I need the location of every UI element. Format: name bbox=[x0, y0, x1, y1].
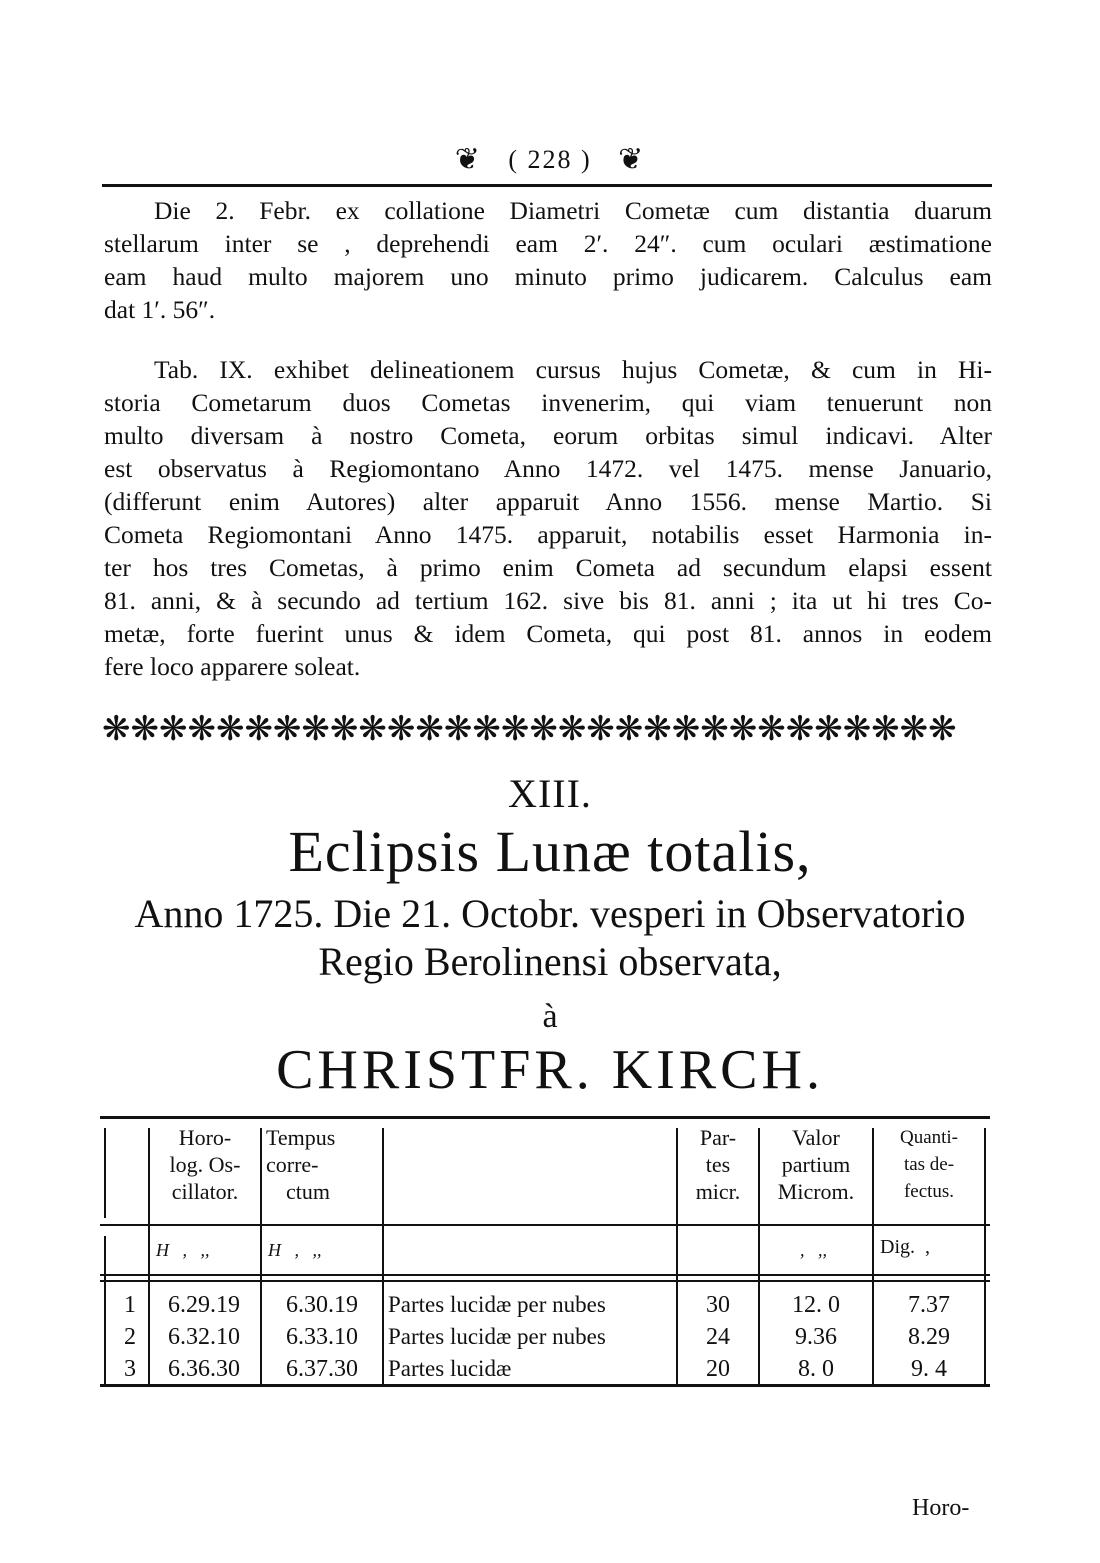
unit-valor: , ,, bbox=[800, 1240, 827, 1260]
cell-description: Partes lucidæ per nubes bbox=[388, 1292, 606, 1317]
row-number: 2 bbox=[124, 1324, 136, 1350]
cell-valor: 8. 0 bbox=[798, 1356, 834, 1382]
header-text: tes bbox=[705, 1152, 731, 1177]
text-line: storia Cometarum duos Cometas invenerim, qui viam tenuerunt non bbox=[104, 388, 992, 417]
table-vline bbox=[676, 1128, 678, 1384]
cell-valor: 9.36 bbox=[795, 1324, 837, 1350]
table-vline bbox=[758, 1128, 760, 1384]
cell-quantitas: 9. 4 bbox=[911, 1356, 947, 1382]
table-vline bbox=[260, 1128, 262, 1384]
table-vline bbox=[104, 1128, 106, 1218]
header-text: Quanti- bbox=[899, 1127, 959, 1148]
fleuron-right-icon: ❦ bbox=[618, 143, 646, 176]
header-text: Horo- bbox=[178, 1125, 232, 1150]
text-line: ter hos tres Cometas, à primo enim Cometa ad secundum elapsi essent bbox=[104, 553, 992, 582]
text-line: Die 2. Febr. ex collatione Diametri Cometæ cum distantia duarum bbox=[154, 196, 992, 225]
unit-quantitas: Dig. , bbox=[880, 1236, 930, 1258]
ornament-band-icon: ❋❋❋❋❋❋❋❋❋❋❋❋❋❋❋❋❋❋❋❋❋❋❋❋❋❋❋❋❋❋ bbox=[102, 711, 957, 748]
page-number: ( 228 ) bbox=[508, 144, 592, 174]
cell-description: Partes lucidæ bbox=[388, 1356, 512, 1381]
table-vline bbox=[104, 1236, 106, 1384]
cell-valor: 12. 0 bbox=[792, 1292, 840, 1318]
section-title: Eclipsis Lunæ totalis, bbox=[288, 819, 812, 884]
text-line: Cometa Regiomontani Anno 1475. apparuit, notabilis esset Harmonia in- bbox=[104, 520, 992, 549]
header-text: Tempus bbox=[266, 1125, 336, 1150]
author-name: CHRISTFR. KIRCH. bbox=[276, 1039, 824, 1101]
header-text: log. Os- bbox=[169, 1152, 241, 1177]
cell-partes: 24 bbox=[706, 1324, 730, 1350]
paragraph-2 bbox=[104, 353, 992, 683]
text-line: (differunt enim Autores) alter apparuit Anno 1556. mense Martio. Si bbox=[104, 487, 992, 516]
cell-tempus: 6.33.10 bbox=[286, 1324, 358, 1350]
header-valor bbox=[762, 1124, 870, 1205]
text-line: Tab. IX. exhibet delineationem cursus hujus Cometæ, & cum in Hi- bbox=[154, 355, 992, 384]
text-line: metæ, forte fuerint unus & idem Cometa, qui post 81. annos in eodem bbox=[104, 619, 992, 648]
row-number: 3 bbox=[124, 1356, 136, 1382]
author-preposition: à bbox=[542, 998, 558, 1035]
section-subtitle-line-1: Anno 1725. Die 21. Octobr. vesperi in Observatorio bbox=[134, 891, 966, 936]
unit-horolog: H , ,, bbox=[156, 1240, 210, 1260]
table-rule-top bbox=[100, 1116, 990, 1119]
table-rule-header bbox=[100, 1224, 990, 1226]
header-partes bbox=[680, 1124, 756, 1205]
header-quantitas bbox=[876, 1124, 982, 1205]
row-number: 1 bbox=[124, 1292, 136, 1318]
cell-horolog: 6.36.30 bbox=[168, 1356, 240, 1382]
table-rule-bottom bbox=[100, 1384, 990, 1387]
cell-quantitas: 7.37 bbox=[908, 1292, 950, 1318]
text-line: multo diversam à nostro Cometa, eorum orbitas simul indicavi. Alter bbox=[104, 421, 992, 450]
cell-tempus: 6.37.30 bbox=[286, 1356, 358, 1382]
cell-horolog: 6.32.10 bbox=[168, 1324, 240, 1350]
header-text: Par- bbox=[699, 1125, 737, 1150]
unit-tempus: H , ,, bbox=[268, 1240, 322, 1260]
text-line: fere loco apparere soleat. bbox=[104, 652, 361, 681]
section-number: XIII. bbox=[508, 771, 592, 816]
text-line: est observatus à Regiomontano Anno 1472. vel 1475. mense Januario, bbox=[104, 454, 992, 483]
header-text: cillator. bbox=[171, 1179, 239, 1204]
header-text: Microm. bbox=[777, 1179, 855, 1204]
text-line: dat 1′. 56″. bbox=[104, 295, 216, 324]
header-text: partium bbox=[781, 1152, 851, 1177]
catchword: Horo- bbox=[912, 1495, 970, 1521]
text-line: 81. anni, & à secundo ad tertium 162. sive bis 81. anni ; ita ut hi tres Co- bbox=[104, 586, 992, 615]
header-text: Valor bbox=[792, 1125, 840, 1150]
cell-tempus: 6.30.19 bbox=[286, 1292, 358, 1318]
table-vline bbox=[872, 1128, 874, 1384]
paragraph-1 bbox=[104, 194, 992, 326]
table-vline bbox=[984, 1128, 986, 1384]
running-header bbox=[0, 142, 1100, 177]
header-tempus bbox=[266, 1124, 378, 1205]
header-text: fectus. bbox=[903, 1181, 955, 1202]
table-vline bbox=[382, 1128, 384, 1384]
header-rule bbox=[102, 184, 992, 187]
cell-horolog: 6.29.19 bbox=[168, 1292, 240, 1318]
header-text: corre- bbox=[266, 1152, 319, 1177]
section-subtitle-line-2: Regio Berolinensi observata, bbox=[318, 939, 782, 984]
table-rule-units-double bbox=[100, 1280, 990, 1282]
text-line: eam haud multo majorem uno minuto primo judicarem. Calculus eam bbox=[104, 262, 992, 291]
header-horolog bbox=[152, 1124, 258, 1205]
header-text: micr. bbox=[695, 1179, 741, 1204]
header-text: ctum bbox=[286, 1179, 330, 1204]
fleuron-left-icon: ❦ bbox=[454, 143, 482, 176]
cell-quantitas: 8.29 bbox=[908, 1324, 950, 1350]
header-text: tas de- bbox=[903, 1154, 955, 1175]
table-rule-units bbox=[100, 1274, 990, 1276]
cell-partes: 30 bbox=[706, 1292, 730, 1318]
cell-partes: 20 bbox=[706, 1356, 730, 1382]
text-line: stellarum inter se , deprehendi eam 2′. 24″. cum oculari æstimatione bbox=[104, 229, 992, 258]
cell-description: Partes lucidæ per nubes bbox=[388, 1324, 606, 1349]
